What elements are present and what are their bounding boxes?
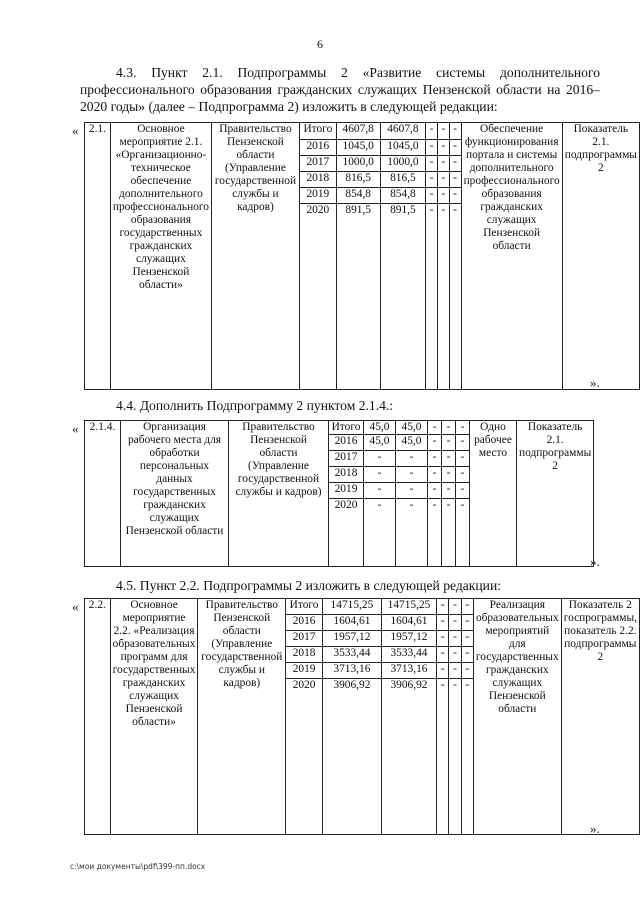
funding-total: 3713,16 bbox=[322, 663, 381, 679]
expected-result: Одно рабочее место bbox=[470, 421, 517, 567]
funding-regional: 891,5 bbox=[380, 204, 426, 390]
funding-regional: 854,8 bbox=[380, 188, 426, 204]
funding-other: - bbox=[428, 421, 442, 435]
year-cell: 2020 bbox=[299, 204, 336, 390]
expected-result: Обеспечение функционирования портала и системы дополнительного профессионального образования гражданских служащих Пензенской области bbox=[461, 123, 562, 390]
funding-other: - bbox=[437, 647, 449, 663]
funding-other: - bbox=[449, 631, 461, 647]
indicator: Показатель 2.1. подпрограммы 2 bbox=[562, 123, 639, 390]
funding-other: - bbox=[426, 156, 438, 172]
funding-total: 1045,0 bbox=[336, 140, 380, 156]
funding-other: - bbox=[456, 483, 470, 499]
funding-other: - bbox=[461, 631, 473, 647]
funding-total: 3533,44 bbox=[322, 647, 381, 663]
funding-other: - bbox=[442, 483, 456, 499]
funding-regional: 3533,44 bbox=[381, 647, 436, 663]
funding-regional: 3713,16 bbox=[381, 663, 436, 679]
funding-other: - bbox=[449, 123, 461, 140]
funding-other: - bbox=[438, 188, 450, 204]
funding-other: - bbox=[461, 599, 473, 615]
funding-other: - bbox=[438, 140, 450, 156]
year-cell: 2019 bbox=[286, 663, 323, 679]
funding-other: - bbox=[449, 172, 461, 188]
funding-other: - bbox=[456, 499, 470, 567]
funding-other: - bbox=[438, 123, 450, 140]
funding-other: - bbox=[442, 467, 456, 483]
funding-total: 45,0 bbox=[364, 435, 396, 451]
funding-regional: 45,0 bbox=[396, 421, 428, 435]
funding-other: - bbox=[437, 615, 449, 631]
year-cell: 2016 bbox=[286, 615, 323, 631]
year-cell: 2019 bbox=[329, 483, 364, 499]
year-cell: 2016 bbox=[299, 140, 336, 156]
funding-total: - bbox=[364, 483, 396, 499]
funding-regional: - bbox=[396, 499, 428, 567]
funding-total: 45,0 bbox=[364, 421, 396, 435]
activity-name: Основное мероприятие 2.2. «Реализация образовательных программ для государственных гражданских служащих Пензенской области» bbox=[110, 599, 198, 835]
funding-other: - bbox=[449, 204, 461, 390]
year-cell: Итого bbox=[286, 599, 323, 615]
funding-other: - bbox=[437, 631, 449, 647]
funding-other: - bbox=[426, 204, 438, 390]
funding-total: 1604,61 bbox=[322, 615, 381, 631]
row-number: 2.2. bbox=[85, 599, 111, 835]
funding-total: 816,5 bbox=[336, 172, 380, 188]
funding-other: - bbox=[438, 204, 450, 390]
program-table bbox=[84, 122, 640, 390]
funding-other: - bbox=[449, 156, 461, 172]
funding-total: 891,5 bbox=[336, 204, 380, 390]
section-heading: 4.5. Пункт 2.2. Подпрограммы 2 изложить в следующей редакции: bbox=[116, 578, 502, 593]
executor: Правительство Пензенской области (Управление государственной службы и кадров) bbox=[211, 123, 299, 390]
section-heading: 4.4. Дополнить Подпрограмму 2 пунктом 2.1.4.: bbox=[116, 398, 394, 413]
funding-other: - bbox=[449, 663, 461, 679]
executor: Правительство Пензенской области (Управление государственной службы и кадров) bbox=[198, 599, 286, 835]
funding-other: - bbox=[438, 156, 450, 172]
year-cell: Итого bbox=[329, 421, 364, 435]
funding-other: - bbox=[461, 615, 473, 631]
funding-other: - bbox=[449, 140, 461, 156]
funding-regional: 1957,12 bbox=[381, 631, 436, 647]
funding-other: - bbox=[426, 188, 438, 204]
funding-other: - bbox=[426, 123, 438, 140]
year-cell: 2020 bbox=[286, 679, 323, 835]
funding-regional: 4607,8 bbox=[380, 123, 426, 140]
year-cell: 2016 bbox=[329, 435, 364, 451]
funding-other: - bbox=[426, 172, 438, 188]
program-table bbox=[84, 598, 640, 835]
funding-other: - bbox=[428, 467, 442, 483]
funding-regional: - bbox=[396, 467, 428, 483]
funding-other: - bbox=[449, 615, 461, 631]
funding-other: - bbox=[442, 421, 456, 435]
funding-other: - bbox=[442, 435, 456, 451]
funding-total: 4607,8 bbox=[336, 123, 380, 140]
funding-total: 1000,0 bbox=[336, 156, 380, 172]
funding-other: - bbox=[437, 599, 449, 615]
year-cell: 2018 bbox=[299, 172, 336, 188]
funding-other: - bbox=[428, 451, 442, 467]
page-number: 6 bbox=[317, 37, 323, 51]
funding-other: - bbox=[428, 435, 442, 451]
funding-other: - bbox=[442, 451, 456, 467]
year-cell: Итого bbox=[299, 123, 336, 140]
quote-open: « bbox=[72, 421, 79, 436]
file-path-footer: c:\мои документы\pdf\399-пп.docx bbox=[70, 862, 206, 871]
row-number: 2.1. bbox=[85, 123, 111, 390]
funding-regional: 14715,25 bbox=[381, 599, 436, 615]
funding-regional: 816,5 bbox=[380, 172, 426, 188]
funding-other: - bbox=[437, 679, 449, 835]
year-cell: 2017 bbox=[329, 451, 364, 467]
funding-total: 3906,92 bbox=[322, 679, 381, 835]
funding-other: - bbox=[426, 140, 438, 156]
funding-other: - bbox=[456, 451, 470, 467]
indicator: Показатель 2.1. подпрограммы 2 bbox=[517, 421, 594, 567]
activity-name: Организация рабочего места для обработки персональных данных государственных гражданских служащих Пензенской области bbox=[121, 421, 229, 567]
funding-other: - bbox=[456, 421, 470, 435]
funding-other: - bbox=[428, 483, 442, 499]
section-heading: 4.3. Пункт 2.1. Подпрограммы 2 «Развитие системы дополнительного профессионального образования гражданских служащих Пензенской области на 2016–2020 годы» (далее – Подпрограмма 2) изложить в следующей редакции: bbox=[80, 65, 600, 114]
activity-name: Основное мероприятие 2.1. «Организационно-техническое обеспечение дополнительного профессионального образования государственных гражданских служащих Пензенской области» bbox=[110, 123, 211, 390]
quote-close: ». bbox=[590, 821, 600, 836]
executor: Правительство Пензенской области (Управление государственной службы и кадров) bbox=[229, 421, 329, 567]
year-cell: 2020 bbox=[329, 499, 364, 567]
funding-regional: - bbox=[396, 483, 428, 499]
funding-other: - bbox=[449, 599, 461, 615]
funding-regional: 1045,0 bbox=[380, 140, 426, 156]
funding-other: - bbox=[456, 467, 470, 483]
funding-total: - bbox=[364, 499, 396, 567]
quote-close: ». bbox=[590, 375, 600, 390]
program-table bbox=[84, 420, 594, 567]
quote-close: ». bbox=[590, 554, 600, 569]
year-cell: 2017 bbox=[299, 156, 336, 172]
funding-other: - bbox=[442, 499, 456, 567]
funding-regional: - bbox=[396, 451, 428, 467]
indicator: Показатель 2 госпрограммы, показатель 2.2. подпрограммы 2 bbox=[561, 599, 639, 835]
year-cell: 2018 bbox=[286, 647, 323, 663]
funding-other: - bbox=[437, 663, 449, 679]
expected-result: Реализация образовательных мероприятий для государственных гражданских служащих Пензенской области bbox=[473, 599, 561, 835]
row-number: 2.1.4. bbox=[85, 421, 121, 567]
funding-other: - bbox=[449, 679, 461, 835]
funding-total: 14715,25 bbox=[322, 599, 381, 615]
funding-other: - bbox=[461, 679, 473, 835]
funding-regional: 3906,92 bbox=[381, 679, 436, 835]
funding-other: - bbox=[449, 647, 461, 663]
funding-other: - bbox=[449, 188, 461, 204]
year-cell: 2019 bbox=[299, 188, 336, 204]
funding-total: 1957,12 bbox=[322, 631, 381, 647]
funding-other: - bbox=[438, 172, 450, 188]
funding-regional: 1604,61 bbox=[381, 615, 436, 631]
funding-other: - bbox=[461, 663, 473, 679]
quote-open: « bbox=[72, 599, 79, 614]
year-cell: 2018 bbox=[329, 467, 364, 483]
funding-regional: 1000,0 bbox=[380, 156, 426, 172]
funding-other: - bbox=[428, 499, 442, 567]
funding-total: 854,8 bbox=[336, 188, 380, 204]
funding-total: - bbox=[364, 467, 396, 483]
year-cell: 2017 bbox=[286, 631, 323, 647]
funding-other: - bbox=[456, 435, 470, 451]
funding-regional: 45,0 bbox=[396, 435, 428, 451]
quote-open: « bbox=[72, 123, 79, 138]
funding-other: - bbox=[461, 647, 473, 663]
funding-total: - bbox=[364, 451, 396, 467]
